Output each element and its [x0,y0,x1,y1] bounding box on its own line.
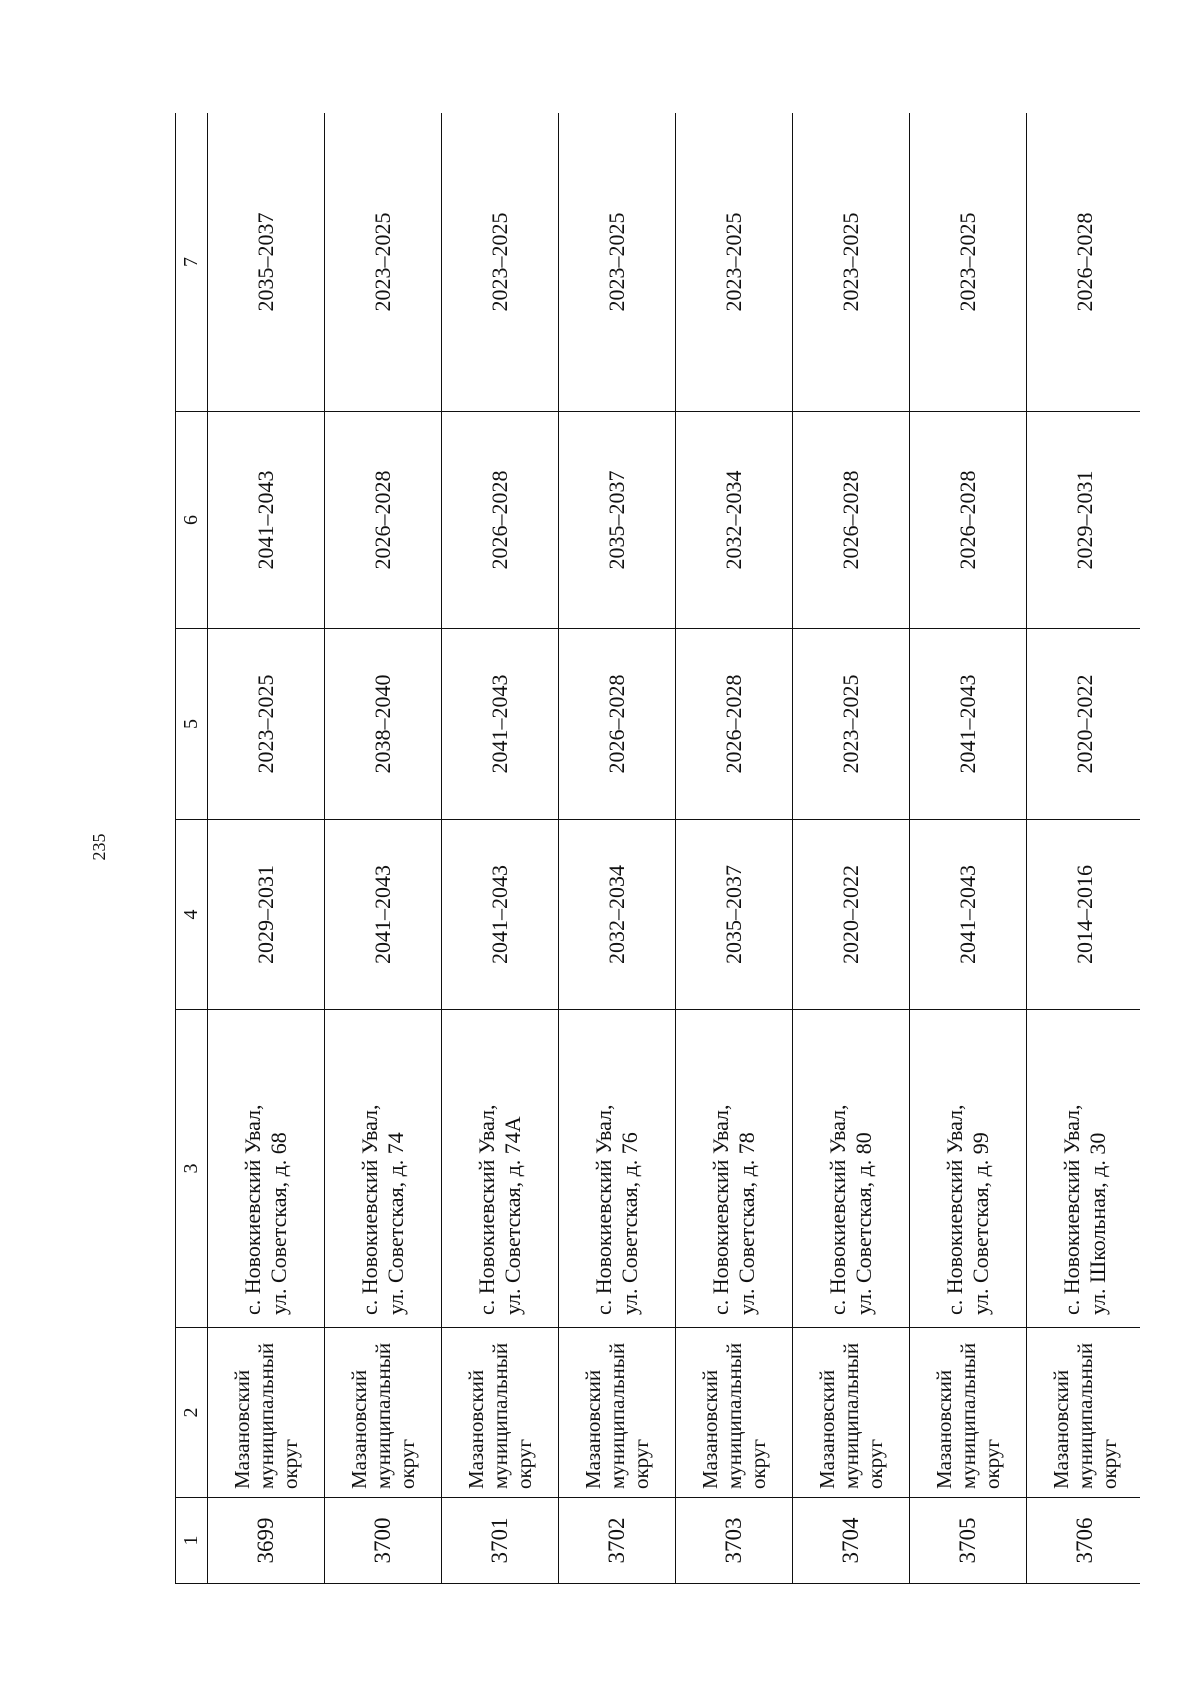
page-number: 235 [88,833,109,861]
period-col-5: 2023–2025 [793,629,910,820]
col-header: 7 [176,113,208,412]
address-line: с. Новокиевский Увал, [239,1104,265,1315]
district-line: округ [395,1438,420,1489]
address-line: ул. Советская, д. 74 [383,1132,408,1315]
district-line: Мазановский [697,1369,722,1489]
period-col-5: 2023–2025 [208,629,325,820]
address-line: с. Новокиевский Увал, [1058,1104,1084,1315]
row-number: 3700 [325,1498,442,1584]
address-line: ул. Советская, д. 76 [617,1132,642,1315]
period-col-4: 2014–2016 [1027,820,1141,1010]
address-cell [559,1010,676,1328]
row-number: 3699 [208,1498,325,1584]
period-col-7: 2023–2025 [793,113,910,412]
district-cell [793,1328,910,1498]
district-line: округ [278,1438,303,1489]
district-line: округ [1097,1438,1122,1489]
district-line: округ [512,1438,537,1489]
table-row [208,113,325,1584]
address-cell [910,1010,1027,1328]
district-line: округ [863,1438,888,1489]
period-col-4: 2041–2043 [910,820,1027,1010]
period-col-7: 2035–2037 [208,113,325,412]
table-row [442,113,559,1584]
district-line: Мазановский [931,1369,956,1489]
period-col-5: 2041–2043 [910,629,1027,820]
address-line: с. Новокиевский Увал, [941,1104,967,1315]
table-row [676,113,793,1584]
period-col-7: 2026–2028 [1027,113,1141,412]
period-col-4: 2020–2022 [793,820,910,1010]
address-line: ул. Советская, д. 78 [734,1132,759,1315]
address-cell [676,1010,793,1328]
address-cell [1027,1010,1141,1328]
address-line: с. Новокиевский Увал, [707,1104,733,1315]
address-line: с. Новокиевский Увал, [473,1104,499,1315]
col-header: 1 [176,1498,208,1584]
address-line: ул. Советская, д. 74А [500,1116,525,1315]
district-line: муниципальный [487,1342,512,1489]
period-col-5: 2026–2028 [559,629,676,820]
district-line: муниципальный [253,1342,278,1489]
district-line: Мазановский [346,1369,371,1489]
district-line: Мазановский [1048,1369,1073,1489]
period-col-5: 2020–2022 [1027,629,1141,820]
district-cell [325,1328,442,1498]
address-line: ул. Советская, д. 80 [851,1132,876,1315]
period-col-6: 2026–2028 [793,412,910,629]
table-row [559,113,676,1584]
district-line: округ [629,1438,654,1489]
district-cell [208,1328,325,1498]
period-col-4: 2041–2043 [325,820,442,1010]
period-col-4: 2029–2031 [208,820,325,1010]
table-header-row [176,113,208,1584]
district-cell [1027,1328,1141,1498]
col-header: 3 [176,1010,208,1328]
table-rotation-wrapper [175,113,1140,1584]
row-number: 3704 [793,1498,910,1584]
district-line: муниципальный [604,1342,629,1489]
district-line: округ [980,1438,1005,1489]
period-col-4: 2041–2043 [442,820,559,1010]
district-cell [559,1328,676,1498]
period-col-7: 2023–2025 [910,113,1027,412]
table-row [1027,113,1141,1584]
period-col-5: 2038–2040 [325,629,442,820]
period-col-7: 2023–2025 [559,113,676,412]
table-row [325,113,442,1584]
table-row [793,113,910,1584]
district-line: муниципальный [721,1342,746,1489]
address-line: с. Новокиевский Увал, [356,1104,382,1315]
period-col-7: 2023–2025 [325,113,442,412]
period-col-6: 2026–2028 [442,412,559,629]
address-cell [325,1010,442,1328]
district-cell [910,1328,1027,1498]
row-number: 3706 [1027,1498,1141,1584]
period-col-5: 2026–2028 [676,629,793,820]
address-cell [793,1010,910,1328]
district-line: Мазановский [463,1369,488,1489]
period-col-7: 2023–2025 [676,113,793,412]
address-line: ул. Школьная, д. 30 [1085,1132,1110,1315]
period-col-5: 2041–2043 [442,629,559,820]
address-line: с. Новокиевский Увал, [824,1104,850,1315]
period-col-6: 2041–2043 [208,412,325,629]
period-col-4: 2032–2034 [559,820,676,1010]
district-cell [442,1328,559,1498]
col-header: 2 [176,1328,208,1498]
district-line: муниципальный [370,1342,395,1489]
period-col-6: 2029–2031 [1027,412,1141,629]
schedule-table [175,113,1140,1584]
address-line: ул. Советская, д. 68 [266,1132,291,1315]
district-line: Мазановский [229,1369,254,1489]
address-line: с. Новокиевский Увал, [590,1104,616,1315]
row-number: 3705 [910,1498,1027,1584]
col-header: 6 [176,412,208,629]
row-number: 3702 [559,1498,676,1584]
district-line: Мазановский [580,1369,605,1489]
period-col-6: 2035–2037 [559,412,676,629]
col-header: 5 [176,629,208,820]
address-line: ул. Советская, д. 99 [968,1132,993,1315]
district-line: муниципальный [838,1342,863,1489]
period-col-6: 2032–2034 [676,412,793,629]
table-row [910,113,1027,1584]
district-line: муниципальный [955,1342,980,1489]
district-line: муниципальный [1072,1342,1097,1489]
period-col-4: 2035–2037 [676,820,793,1010]
row-number: 3701 [442,1498,559,1584]
period-col-7: 2023–2025 [442,113,559,412]
col-header: 4 [176,820,208,1010]
district-line: округ [746,1438,771,1489]
period-col-6: 2026–2028 [325,412,442,629]
district-cell [676,1328,793,1498]
district-line: Мазановский [814,1369,839,1489]
address-cell [442,1010,559,1328]
row-number: 3703 [676,1498,793,1584]
period-col-6: 2026–2028 [910,412,1027,629]
address-cell [208,1010,325,1328]
table-body [176,113,1141,1584]
